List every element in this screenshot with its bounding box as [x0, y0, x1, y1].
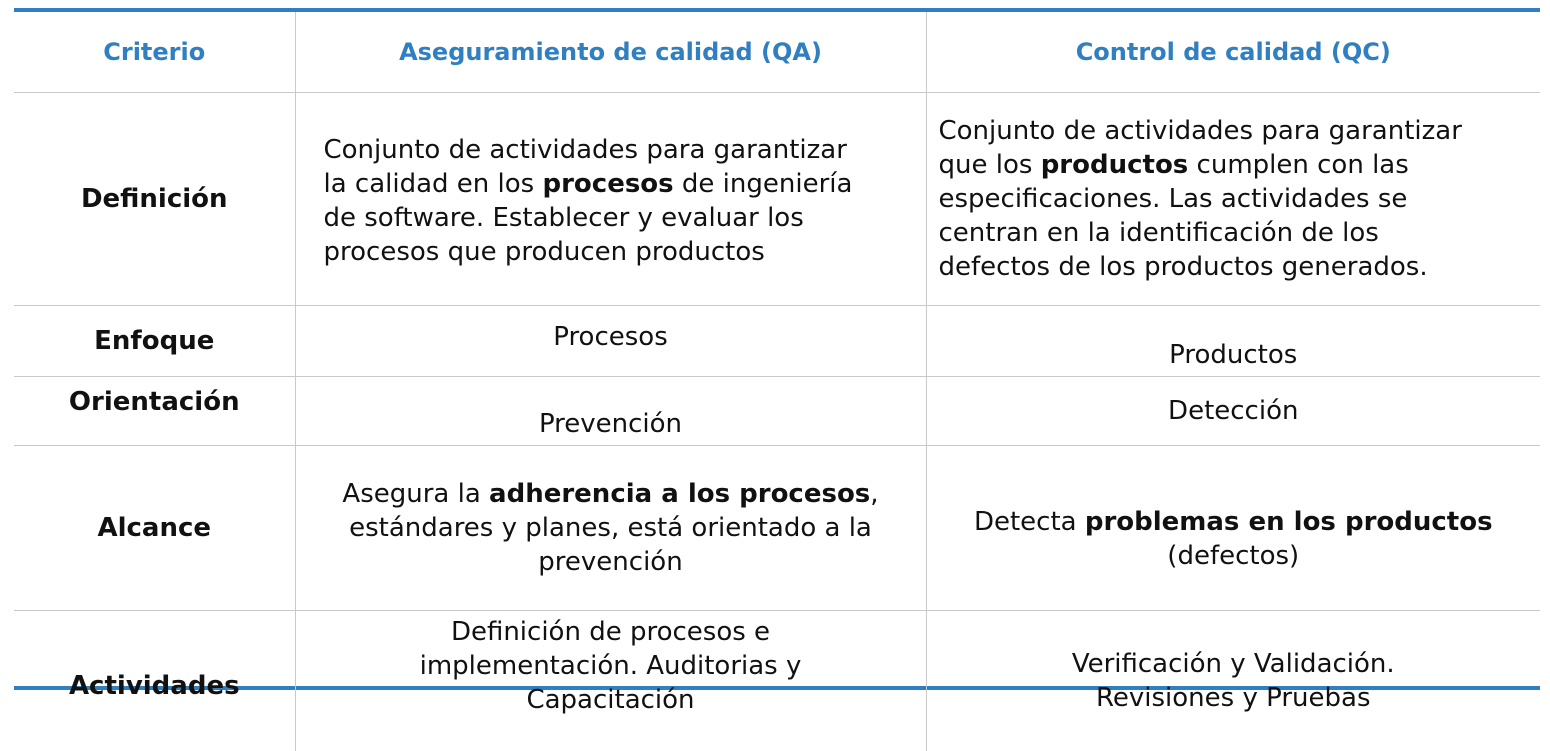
qc-def-line3: especificaciones. Las actividades se [939, 182, 1533, 216]
row-actividades [14, 611, 1540, 751]
qa-def-line2-pre: la calidad en los [324, 169, 543, 199]
qa-def-line2 [324, 167, 918, 201]
qa-alc-line1 [304, 477, 918, 511]
qc-actividades [926, 611, 1540, 751]
criterio-actividades: Actividades [14, 611, 295, 751]
qc-act-line2: Revisiones y Pruebas [935, 681, 1533, 715]
qa-alcance [295, 446, 926, 611]
header-qc: Control de calidad (QC) [926, 12, 1540, 93]
row-definicion [14, 93, 1540, 306]
criterio-orientacion: Orientación [14, 377, 295, 446]
qc-def-line2-pre: que los [939, 150, 1041, 180]
qa-alc-line1-bold: adherencia a los procesos [489, 479, 870, 509]
qa-act-line3: Capacitación [304, 683, 918, 717]
header-qa: Aseguramiento de calidad (QA) [295, 12, 926, 93]
qc-alc-line1 [935, 505, 1533, 539]
qa-definicion [295, 93, 926, 306]
qa-alc-line1-pre: Asegura la [342, 479, 489, 509]
row-orientacion [14, 377, 1540, 446]
qa-vs-qc-table [14, 12, 1540, 751]
row-enfoque [14, 306, 1540, 377]
qc-def-line4: centran en la identificación de los [939, 216, 1533, 250]
qc-act-line1: Verificación y Validación. [935, 647, 1533, 681]
qa-alc-line1-post: , [870, 479, 878, 509]
qa-act-line2: implementación. Auditorias y [304, 649, 918, 683]
qc-definicion [926, 93, 1540, 306]
qc-alc-line2: (defectos) [935, 539, 1533, 573]
qc-alcance [926, 446, 1540, 611]
header-row [14, 12, 1540, 93]
qa-enfoque: Procesos [295, 306, 926, 377]
qc-def-line2-post: cumplen con las [1188, 150, 1408, 180]
qc-def-line2 [939, 148, 1533, 182]
header-criterio: Criterio [14, 12, 295, 93]
comparison-table-frame [14, 8, 1540, 690]
qc-def-line2-bold: productos [1041, 150, 1189, 180]
qa-alc-line3: prevención [304, 545, 918, 579]
qa-alc-line2: estándares y planes, está orientado a la [304, 511, 918, 545]
qc-orientacion: Detección [926, 377, 1540, 446]
qa-def-line4: procesos que producen productos [324, 235, 918, 269]
qa-def-line2-bold: procesos [542, 169, 673, 199]
qc-alc-line1-pre: Detecta [974, 507, 1085, 537]
row-alcance [14, 446, 1540, 611]
qa-actividades [295, 611, 926, 751]
qa-def-line2-post: de ingeniería [674, 169, 853, 199]
criterio-alcance: Alcance [14, 446, 295, 611]
qc-def-line5: defectos de los productos generados. [939, 250, 1533, 284]
qa-def-line3: de software. Establecer y evaluar los [324, 201, 918, 235]
qc-alc-line1-bold: problemas en los productos [1085, 507, 1493, 537]
qa-act-line1: Definición de procesos e [304, 615, 918, 649]
qc-enfoque: Productos [926, 306, 1540, 377]
criterio-enfoque: Enfoque [14, 306, 295, 377]
qa-def-line1: Conjunto de actividades para garantizar [324, 133, 918, 167]
qa-orientacion: Prevención [295, 377, 926, 446]
criterio-definicion: Definición [14, 93, 295, 306]
qc-def-line1: Conjunto de actividades para garantizar [939, 114, 1533, 148]
